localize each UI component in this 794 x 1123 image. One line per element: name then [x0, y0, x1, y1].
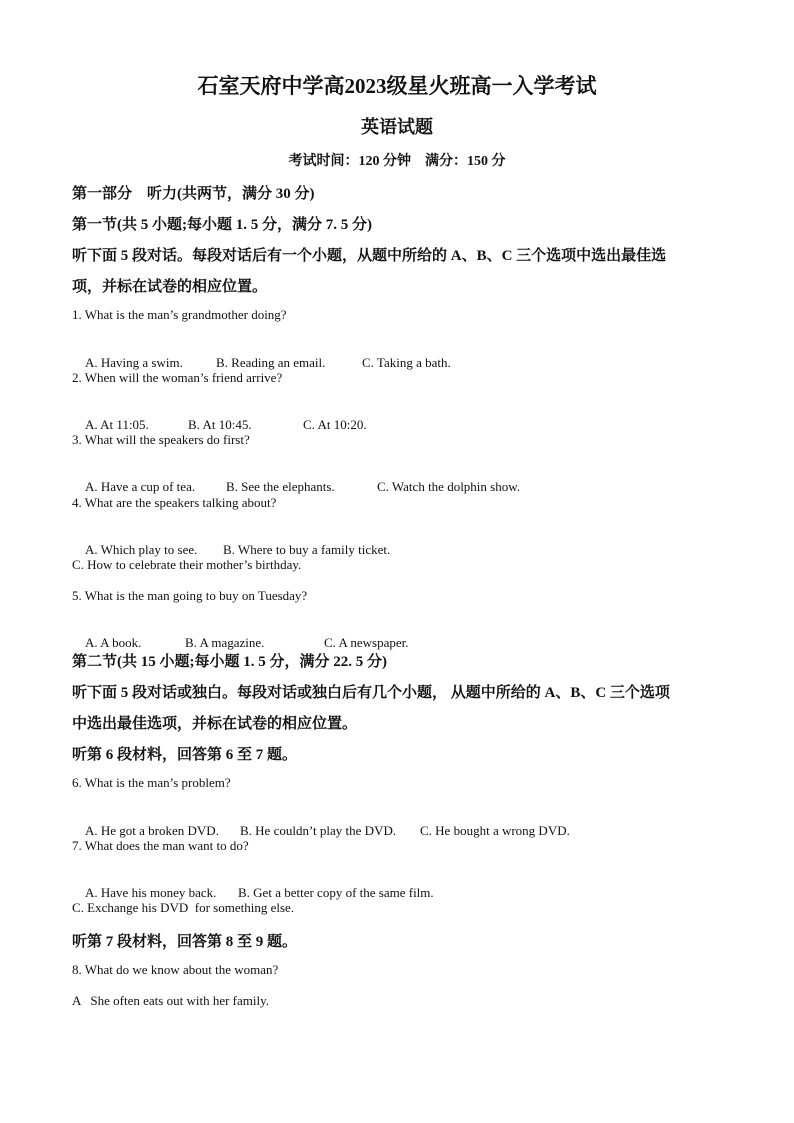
option-c: C. He bought a wrong DVD.	[420, 823, 570, 838]
exam-subtitle: 英语试题	[361, 117, 433, 137]
option-c: C. At 10:20.	[303, 417, 367, 432]
material-7-heading: 听第 7 段材料，回答第 8 至 9 题。	[72, 934, 298, 950]
part1-heading: 第一部分 听力(共两节，满分 30 分)	[72, 186, 315, 202]
option-a: A. Which play to see.	[85, 542, 198, 557]
exam-title: 石室天府中学高2023级星火班高一入学考试	[197, 74, 597, 98]
option-b: B. A magazine.	[185, 635, 265, 650]
option-b: B. See the elephants.	[226, 479, 335, 494]
option-a: A. At 11:05.	[85, 417, 149, 432]
question-7: 7. What does the man want to do?	[72, 838, 249, 853]
option-b: B. Get a better copy of the same film.	[238, 885, 434, 900]
question-6: 6. What is the man’s problem?	[72, 775, 231, 790]
question-4: 4. What are the speakers talking about?	[72, 495, 277, 510]
option-c: C. A newspaper.	[324, 635, 409, 650]
option-a: A. Have his money back.	[85, 885, 217, 900]
option-a: A. A book.	[85, 635, 142, 650]
option-a: A. He got a broken DVD.	[85, 823, 219, 838]
question-4-option-c: C. How to celebrate their mother’s birthday.	[72, 557, 302, 572]
option-c: C. Watch the dolphin show.	[377, 479, 521, 494]
section1-heading: 第一节(共 5 小题;每小题 1. 5 分，满分 7. 5 分)	[72, 217, 372, 233]
material-6-heading: 听第 6 段材料，回答第 6 至 7 题。	[72, 747, 298, 763]
option-b: B. He couldn’t play the DVD.	[240, 823, 397, 838]
question-3: 3. What will the speakers do first?	[72, 432, 250, 447]
option-a: A. Having a swim.	[85, 355, 183, 370]
question-1: 1. What is the man’s grandmother doing?	[72, 307, 287, 322]
section1-instructions-line2: 项，并标在试卷的相应位置。	[72, 279, 268, 295]
section2-instructions-line2: 中选出最佳选项，并标在试卷的相应位置。	[72, 716, 358, 732]
section2-heading: 第二节(共 15 小题;每小题 1. 5 分，满分 22. 5 分)	[72, 654, 387, 670]
question-8-option-a: A She often eats out with her family.	[72, 993, 270, 1008]
section2-instructions-line1: 听下面 5 段对话或独白。每段对话或独白后有几个小题， 从题中所给的 A、B、C 三个选项	[72, 685, 670, 701]
option-b: B. Where to buy a family ticket.	[223, 542, 391, 557]
exam-meta: 考试时间：120 分钟 满分：150 分	[288, 154, 506, 169]
question-2: 2. When will the woman’s friend arrive?	[72, 370, 283, 385]
option-a: A. Have a cup of tea.	[85, 479, 196, 494]
option-c: C. Taking a bath.	[362, 355, 451, 370]
option-b: B. At 10:45.	[188, 417, 252, 432]
question-8: 8. What do we know about the woman?	[72, 962, 279, 977]
option-b: B. Reading an email.	[216, 355, 326, 370]
question-7-option-c: C. Exchange his DVD for something else.	[72, 900, 295, 915]
section1-instructions-line1: 听下面 5 段对话。每段对话后有一个小题，从题中所给的 A、B、C 三个选项中选出最佳选	[72, 248, 667, 264]
question-5: 5. What is the man going to buy on Tuesday?	[72, 588, 308, 603]
